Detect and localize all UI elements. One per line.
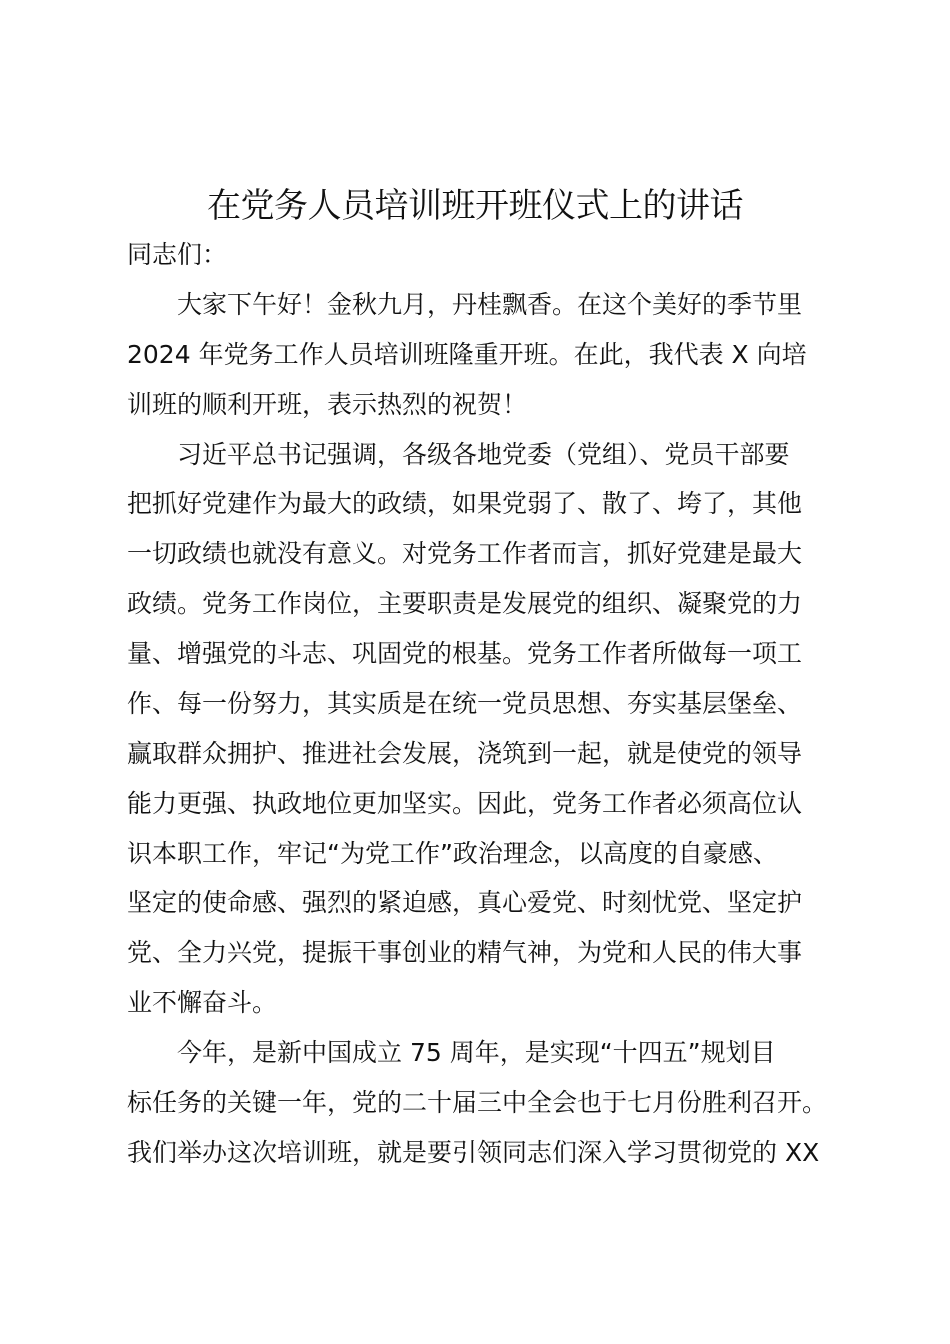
paragraph-line: 训班的顺利开班，表示热烈的祝贺！ xyxy=(127,390,528,419)
paragraph-line: 赢取群众拥护、推进社会发展，浇筑到一起，就是使党的领导 xyxy=(127,739,803,768)
salutation: 同志们： xyxy=(127,240,228,269)
paragraph-line: 党、全力兴党，提振干事创业的精气神，为党和人民的伟大事 xyxy=(127,938,803,967)
paragraph-line: 坚定的使命感、强烈的紧迫感，真心爱党、时刻忧党、坚定护 xyxy=(127,888,803,917)
document-title: 在党务人员培训班开班仪式上的讲话 xyxy=(207,186,743,226)
paragraph-line: 我们举办这次培训班，就是要引领同志们深入学习贯彻党的 XX xyxy=(127,1138,820,1167)
paragraph-line: 能力更强、执政地位更加坚实。因此，党务工作者必须高位认 xyxy=(127,789,803,818)
paragraph-line: 标任务的关键一年，党的二十届三中全会也于七月份胜利召开。 xyxy=(127,1088,828,1117)
paragraph-line: 今年，是新中国成立 75 周年，是实现“十四五”规划目 xyxy=(177,1038,776,1067)
paragraph-line: 识本职工作，牢记“为党工作”政治理念，以高度的自豪感、 xyxy=(127,839,778,868)
paragraph-line: 作、每一份努力，其实质是在统一党员思想、夯实基层堡垒、 xyxy=(127,689,803,718)
paragraph-line: 一切政绩也就没有意义。对党务工作者而言，抓好党建是最大 xyxy=(127,539,803,568)
paragraph-line: 把抓好党建作为最大的政绩，如果党弱了、散了、垮了，其他 xyxy=(127,489,803,518)
paragraph-line: 业不懈奋斗。 xyxy=(127,988,278,1017)
paragraph-line: 量、增强党的斗志、巩固党的根基。党务工作者所做每一项工 xyxy=(127,639,803,668)
paragraph-line: 习近平总书记强调，各级各地党委（党组）、党员干部要 xyxy=(177,440,790,469)
paragraph-line: 政绩。党务工作岗位，主要职责是发展党的组织、凝聚党的力 xyxy=(127,589,803,618)
paragraph-line: 大家下午好！金秋九月，丹桂飘香。在这个美好的季节里 xyxy=(177,290,803,319)
paragraph-line: 2024 年党务工作人员培训班隆重开班。在此，我代表 X 向培 xyxy=(127,340,807,369)
